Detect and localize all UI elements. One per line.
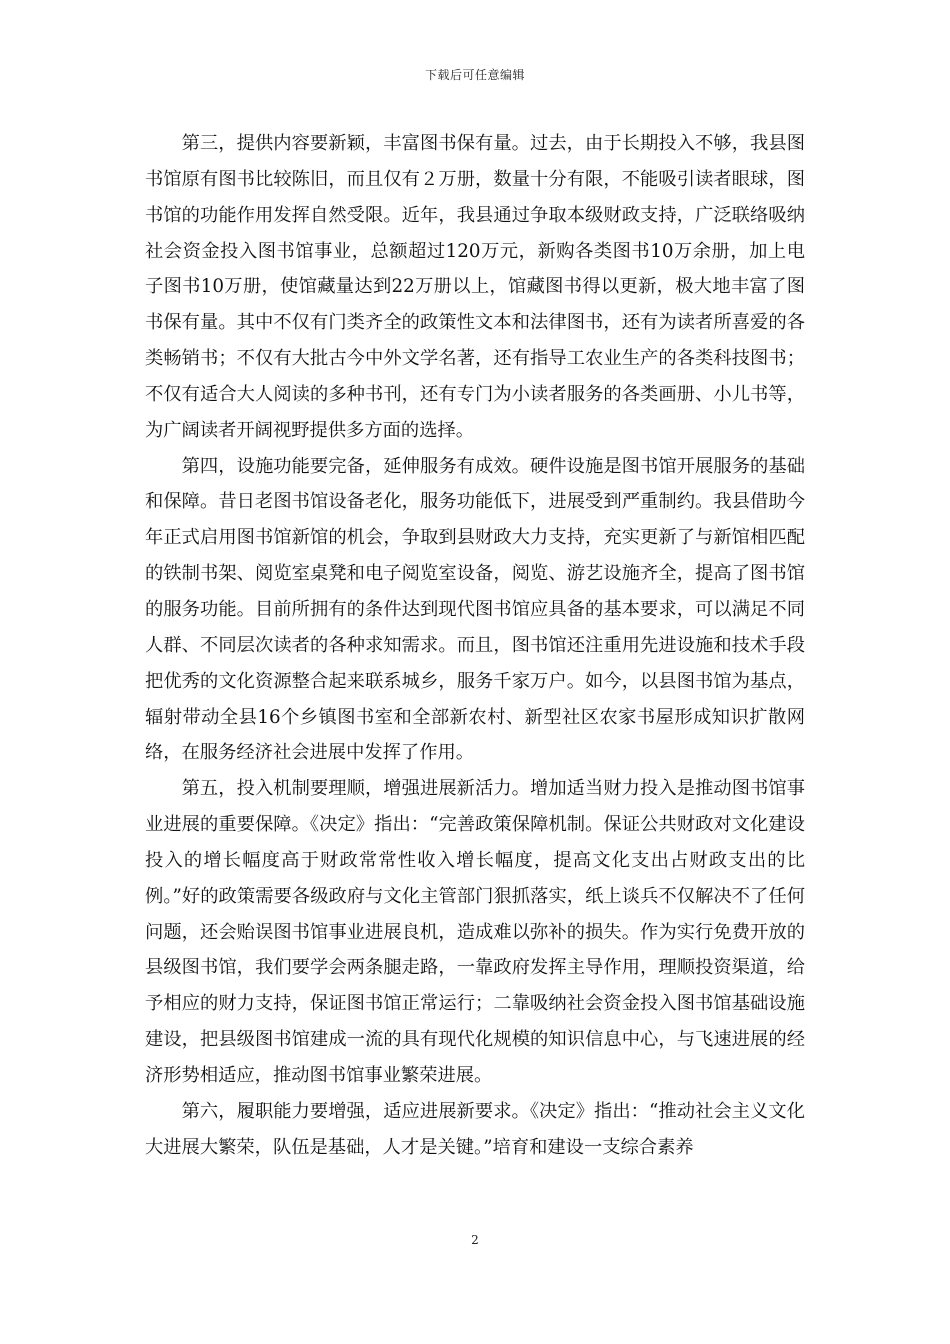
- page-number: 2: [471, 1233, 479, 1247]
- document-body: [145, 126, 805, 1165]
- paragraph-fifth: 第五，投入机制要理顺，增强进展新活力。增加适当财力投入是推动图书馆事业进展的重要保障。《决定》指出：“完善政策保障机制。保证公共财政对文化建设投入的增长幅度高于财政常常性收入增长幅度，提高文化支出占财政支出的比例。”好的政策需要各级政府与文化主管部门狠抓落实，纸上谈兵不仅解决不了任何问题，还会贻误图书馆事业进展良机，造成难以弥补的损失。作为实行免费开放的县级图书馆，我们要学会两条腿走路，一靠政府发挥主导作用，理顺投资渠道，给予相应的财力支持，保证图书馆正常运行；二靠吸纳社会资金投入图书馆基础设施建设，把县级图书馆建成一流的具有现代化规模的知识信息中心，与飞速进展的经济形势相适应，推动图书馆事业繁荣进展。: [145, 778, 805, 1086]
- paragraph-third: 第三，提供内容要新颖，丰富图书保有量。过去，由于长期投入不够，我县图书馆原有图书比较陈旧，而且仅有２万册，数量十分有限，不能吸引读者眼球，图书馆的功能作用发挥自然受限。近年，我县通过争取本级财政支持，广泛联络吸纳社会资金投入图书馆事业，总额超过120万元，新购各类图书10万余册，加上电子图书10万册，使馆藏量达到22万册以上，馆藏图书得以更新，极大地丰富了图书保有量。其中不仅有门类齐全的政策性文本和法律图书，还有为读者所喜爱的各类畅销书；不仅有大批古今中外文学名著，还有指导工农业生产的各类科技图书；不仅有适合大人阅读的多种书刊，还有专门为小读者服务的各类画册、小儿书等，为广阔读者开阔视野提供多方面的选择。: [145, 133, 805, 441]
- paragraph-sixth: 第六，履职能力要增强，适应进展新要求。《决定》指出：“推动社会主义文化大进展大繁荣，队伍是基础，人才是关键。”培育和建设一支综合素养: [145, 1100, 805, 1158]
- page-header: 下载后可任意编辑: [424, 68, 525, 82]
- paragraph-fourth: 第四，设施功能要完备，延伸服务有成效。硬件设施是图书馆开展服务的基础和保障。昔日老图书馆设备老化，服务功能低下，进展受到严重制约。我县借助今年正式启用图书馆新馆的机会，争取到县财政大力支持，充实更新了与新馆相匹配的铁制书架、阅览室桌凳和电子阅览室设备，阅览、游艺设施齐全，提高了图书馆的服务功能。目前所拥有的条件达到现代图书馆应具备的基本要求，可以满足不同人群、不同层次读者的各种求知需求。而且，图书馆还注重用先进设施和技术手段把优秀的文化资源整合起来联系城乡，服务千家万户。如今，以县图书馆为基点，辐射带动全县16个乡镇图书室和全部新农村、新型社区农家书屋形成知识扩散网络，在服务经济社会进展中发挥了作用。: [145, 455, 805, 764]
